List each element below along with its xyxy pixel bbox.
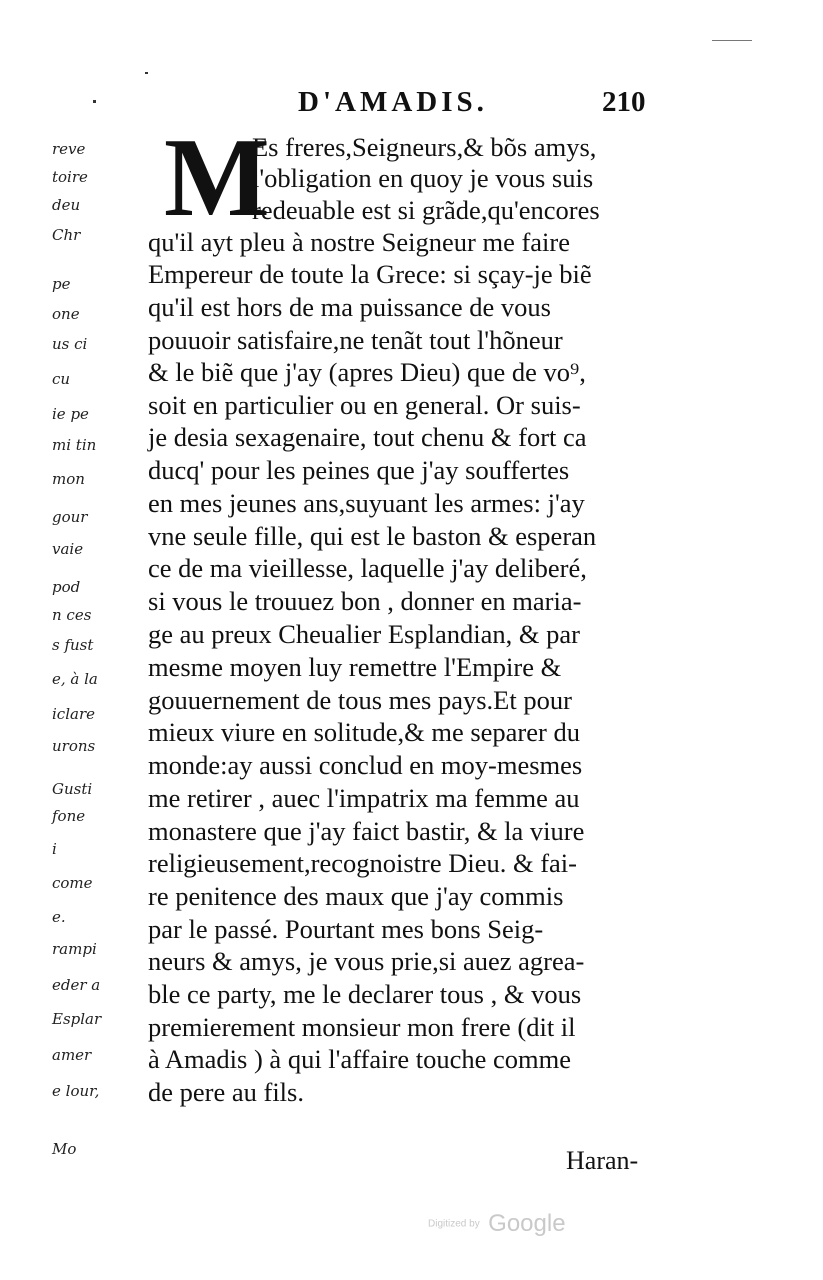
text-line: mieux viure en solitude,& me separer du: [148, 717, 580, 747]
text-line: redeuable est si grãde,qu'encores: [252, 195, 600, 225]
margin-fragment: pod: [52, 578, 81, 596]
margin-fragment: reve: [52, 140, 86, 158]
text-line: neurs & amys, je vous prie,si auez agrea-: [148, 946, 585, 976]
text-line: religieusement,recognoistre Dieu. & fai-: [148, 848, 577, 878]
scan-speck: [712, 40, 752, 41]
margin-fragment: us ci: [52, 335, 88, 353]
margin-fragment: mon: [52, 470, 85, 488]
digitization-watermark: [428, 1210, 566, 1238]
text-line: mesme moyen luy remettre l'Empire &: [148, 652, 562, 682]
text-line: ge au preux Cheualier Esplandian, & par: [148, 619, 580, 649]
margin-fragment: deu: [52, 196, 81, 214]
text-line: pouuoir satisfaire,ne tenãt tout l'hõneur: [148, 325, 563, 355]
text-line: de pere au fils.: [148, 1077, 304, 1107]
margin-fragment: cu: [52, 370, 71, 388]
text-line: vne seule fille, qui est le baston & esperan: [148, 521, 597, 551]
margin-fragment: Chr: [52, 226, 81, 244]
text-line: par le passé. Pourtant mes bons Seig-: [148, 914, 544, 944]
margin-fragment: eder a: [52, 976, 101, 994]
margin-fragment: mi tin: [52, 436, 97, 454]
text-line: soit en particulier ou en general. Or suis-: [148, 390, 581, 420]
running-title: D'AMADIS.: [298, 86, 488, 118]
margin-fragment: ie pe: [52, 405, 89, 423]
watermark-prefix: Digitized by: [428, 1218, 480, 1230]
margin-fragment: Esplar: [52, 1010, 102, 1028]
text-line: ble ce party, me le declarer tous , & vous: [148, 979, 582, 1009]
catchword: Haran-: [566, 1146, 639, 1175]
margin-fragment: pe: [52, 275, 71, 293]
text-line: à Amadis ) à qui l'affaire touche comme: [148, 1044, 571, 1074]
text-line: me retirer , auec l'impatrix ma femme au: [148, 783, 580, 813]
margin-fragment: e.: [52, 908, 66, 926]
margin-fragment: urons: [52, 737, 96, 755]
text-line: Empereur de toute la Grece: si sçay-je biẽ: [148, 259, 592, 289]
page-number: 210: [602, 86, 646, 118]
watermark-brand: Google: [488, 1210, 566, 1237]
margin-fragment: one: [52, 305, 80, 323]
margin-fragment: s fust: [52, 636, 94, 654]
margin-fragment: iclare: [52, 705, 95, 723]
margin-fragment: come: [52, 874, 93, 892]
text-line: qu'il ayt pleu à nostre Seigneur me faire: [148, 227, 571, 257]
margin-fragment: vaie: [52, 540, 84, 558]
margin-fragment: i: [52, 840, 57, 858]
text-line: premierement monsieur mon frere (dit il: [148, 1012, 576, 1042]
text-line: re penitence des maux que j'ay commis: [148, 881, 564, 911]
text-line: l'obligation en quoy je vous suis: [252, 163, 594, 193]
text-line: ducq' pour les peines que j'ay souffertes: [148, 455, 570, 485]
drop-cap: M: [164, 116, 270, 240]
scan-speck: [145, 72, 148, 74]
text-line: ce de ma vieillesse, laquelle j'ay deliberé,: [148, 553, 587, 583]
margin-fragment: gour: [52, 508, 88, 526]
text-line: monde:ay aussi conclud en moy-mesmes: [148, 750, 583, 780]
text-line: monastere que j'ay faict bastir, & la viure: [148, 816, 585, 846]
margin-fragment: n ces: [52, 606, 92, 624]
margin-fragment: amer: [52, 1046, 92, 1064]
text-line: gouuernement de tous mes pays.Et pour: [148, 685, 572, 715]
margin-fragment: Mo: [52, 1140, 77, 1158]
text-line: en mes jeunes ans,suyuant les armes: j'ay: [148, 488, 585, 518]
text-line: qu'il est hors de ma puissance de vous: [148, 292, 551, 322]
margin-fragment: rampi: [52, 940, 97, 958]
margin-fragment: e, à la: [52, 670, 98, 688]
margin-fragment: fone: [52, 807, 86, 825]
text-line: Es freres,Seigneurs,& bõs amys,: [252, 132, 597, 162]
text-line: si vous le trouuez bon , donner en maria-: [148, 586, 582, 616]
margin-fragment: toire: [52, 168, 88, 186]
text-line: je desia sexagenaire, tout chenu & fort ca: [148, 422, 587, 452]
margin-fragment: Gusti: [52, 780, 93, 798]
scan-speck: [93, 100, 96, 103]
text-line: & le biẽ que j'ay (apres Dieu) que de vo⁹,: [148, 357, 586, 387]
margin-fragment: e lour,: [52, 1082, 100, 1100]
